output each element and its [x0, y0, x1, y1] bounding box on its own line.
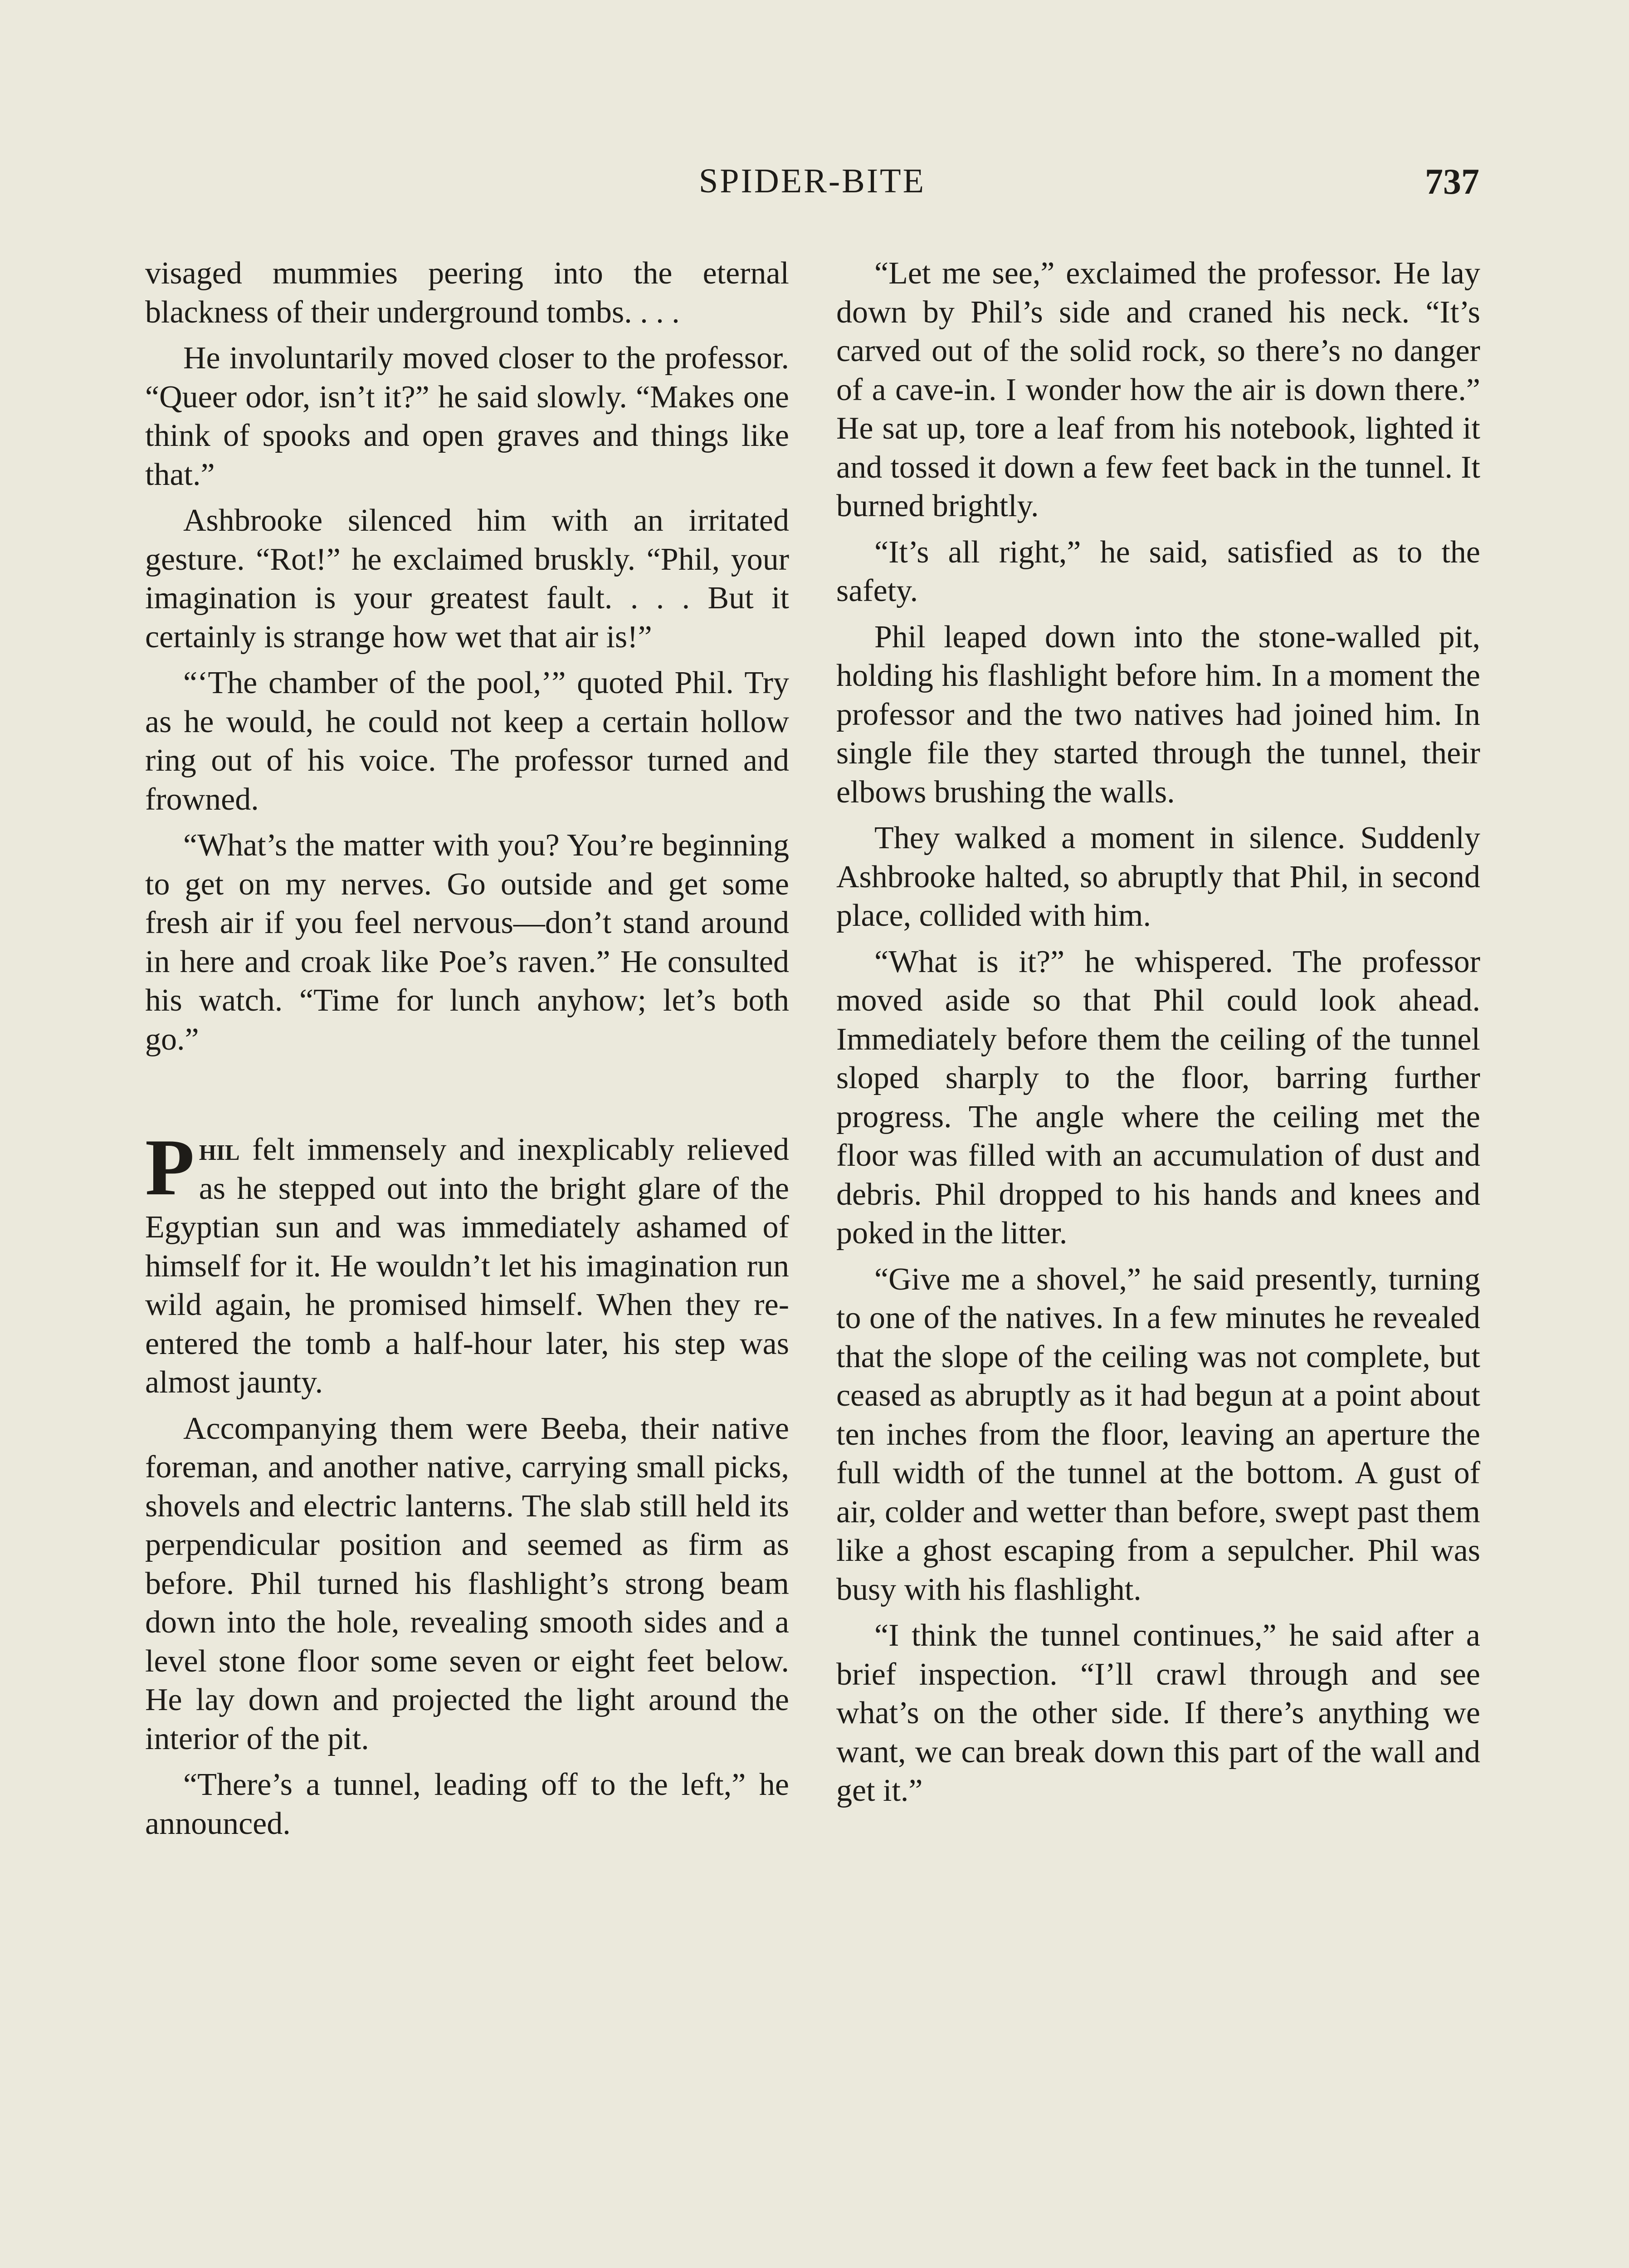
- left-column: [145, 254, 789, 1850]
- right-column: [836, 254, 1480, 1818]
- paragraph-text: felt immensely and inexplicably relieved as he stepped out into the bright glare of the Egyptian sun and was immediately ashamed of himself for it. He wouldn’t let his imagination run wild again, he promised himself. When they re-entered the tomb a half-hour later, his step was almost jaunty.: [145, 1132, 789, 1400]
- page-header: [145, 161, 1479, 216]
- running-title: SPIDER-BITE: [699, 162, 926, 200]
- small-caps-lead: hil: [199, 1132, 240, 1167]
- paragraph: “What’s the matter with you? You’re beginning to get on my nerves. Go outside and get some fresh air if you feel nervous—don’t stand around in here and croak like Poe’s raven.” He consulted his watch. “Time for lunch anyhow; let’s both go.”: [145, 828, 789, 1057]
- paragraph: “What is it?” he whispered. The professor moved aside so that Phil could look ahead. Immediately before them the ceiling of the tunnel sloped sharply to the floor, barring further progress. The angle where the ceiling met the floor was filled with an accumulation of dust and debris. Phil dropped to his hands and knees and poked in the litter.: [836, 944, 1480, 1251]
- paragraph: “I think the tunnel continues,” he said after a brief inspection. “I’ll crawl through and see what’s on the other side. If there’s anything we want, we can break down this part of the wall and get it.”: [836, 1618, 1480, 1808]
- section-opening-paragraph: [145, 1122, 789, 1402]
- paragraph: “There’s a tunnel, leading off to the left,” he announced.: [145, 1767, 789, 1841]
- paragraph: “It’s all right,” he said, satisfied as to the safety.: [836, 534, 1480, 608]
- paragraph: “‘The chamber of the pool,’” quoted Phil. Try as he would, he could not keep a certain hollow ring out of his voice. The professor turned and frowned.: [145, 665, 789, 817]
- paragraph: “Let me see,” exclaimed the professor. He lay down by Phil’s side and craned his neck. “It’s carved out of the solid rock, so there’s no danger of a cave-in. I wonder how the air is down there.” He sat up, tore a leaf from his notebook, lighted it and tossed it down a few feet back in the tunnel. It burned brightly.: [836, 256, 1480, 523]
- paragraph: Accompanying them were Beeba, their native foreman, and another native, carrying small picks, shovels and electric lanterns. The slab still held its perpendicular position and seemed as firm as before. Phil turned his flashlight’s strong beam down into the hole, revealing smooth sides and a level stone floor some seven or eight feet below. He lay down and projected the light around the interior of the pit.: [145, 1411, 789, 1756]
- paragraph: He involuntarily moved closer to the professor. “Queer odor, isn’t it?” he said slowly. “Makes one think of spooks and open graves and things like that.”: [145, 341, 789, 492]
- paragraph: Ashbrooke silenced him with an irritated gesture. “Rot!” he exclaimed bruskly. “Phil, your imagination is your greatest fault. . . . But it certainly is strange how wet that air is!”: [145, 503, 789, 655]
- paragraph: Phil leaped down into the stone-walled pit, holding his flashlight before him. In a moment the professor and the two natives had joined him. In single file they started through the tunnel, their elbows brushing the walls.: [836, 619, 1480, 810]
- page-number: 737: [1425, 162, 1479, 202]
- paragraph: “Give me a shovel,” he said presently, turning to one of the natives. In a few minutes he revealed that the slope of the ceiling was not complete, but ceased as abruptly as it had begun at a point about ten inches from the floor, leaving an aperture the full width of the tunnel at the bottom. A gust of air, colder and wetter than before, swept past them like a ghost escaping from a sepulcher. Phil was busy with his flashlight.: [836, 1261, 1480, 1607]
- paragraph: visaged mummies peering into the eternal blackness of their underground tombs. . . .: [145, 256, 789, 330]
- drop-cap: P: [145, 1122, 195, 1212]
- paragraph: They walked a moment in silence. Suddenly Ashbrooke halted, so abruptly that Phil, in second place, collided with him.: [836, 821, 1480, 933]
